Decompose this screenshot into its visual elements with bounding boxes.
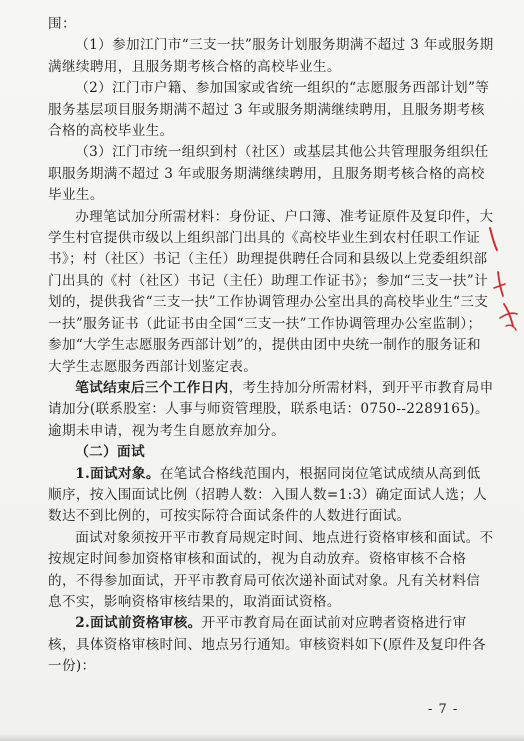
bottom-edge-shadow [0,734,524,741]
review-title: 2.面试前资格审核。 [75,615,202,632]
deadline-bold: 笔试结束后三个工作日内 [75,379,229,396]
deadline-rest: ，考生持加分所需材料，到开平市教育局申请加分(联系股室：人事与师资管理股，联系电话：0750--2289165)。逾期未申请，视为考生自愿放弃加分。 [48,379,494,439]
interview-text: 在笔试合格线范围内，根据同岗位笔试成绩从高到低顺序，按入围面试比例（招聘人数：入围人数=1:3）确定面试人选；人数达不到比例的，可按实际符合面试条件的人数进行面试。 [48,465,488,525]
materials-paragraph: 办理笔试加分所需材料：身份证、户口簿、准考证原件及复印件，大学生村官提供市级以上组织部门出具的《高校毕业生到农村任职工作证书》；村（社区）书记（主任）助理提供聘任合同和县级以上党委组织部门出具的《村（社区）书记（主任）助理工作证书》；参加“三支一扶”计划的，提供我省“三支一扶”工作协调管理办公室出具的高校毕业生“三支一扶”服务证书（此证书由全国“三支一扶”工作协调管理办公室监制）；参加“大学生志愿服务西部计划”的，提供由团中央统一制作的服务证和大学生志愿服务西部计划鉴定表。 [48,208,494,375]
page-number: - 7 - [428,702,459,717]
interview-paragraph-2: 面试对象须按开平市教育局规定时间、地点进行资格审核和面试。不按规定时间参加资格审核和面试的，视为自动放弃。资格审核不合格的，不得参加面试，开平市教育局可依次递补面试对象。凡有关材料信息不实，影响资格审核结果的，取消面试资格。 [48,529,494,610]
continuation-line: 围： [48,16,76,32]
document-body [48,14,494,678]
red-pen-mark [486,226,524,336]
section-heading: （二）面试 [75,444,145,461]
item-2: （2）江门市户籍、参加国家或省统一组织的“志愿服务西部计划”等服务基层项目服务期满不超过 3 年或服务期满继续聘用，且服务期考核合格的高校毕业生。 [48,80,490,140]
review-text: 开平市教育局在面试前对应聘者资格进行审核，具体资格审核时间、地点另行通知。审核资料如下(原件及复印件各一份)： [48,615,486,675]
interview-title: 1.面试对象。 [75,465,160,482]
item-1: （1）参加江门市“三支一扶”服务计划服务期满不超过 3 年或服务期满继续聘用，且服务期考核合格的高校毕业生。 [48,37,494,75]
review-paragraph [48,613,494,677]
deadline-paragraph [48,378,494,442]
item-3: （3）江门市统一组织到村（社区）或基层其他公共管理服务组织任职服务期满不超过 3 年或服务期满继续聘用，且服务期考核合格的高校毕业生。 [48,144,489,204]
interview-paragraph [48,464,494,528]
